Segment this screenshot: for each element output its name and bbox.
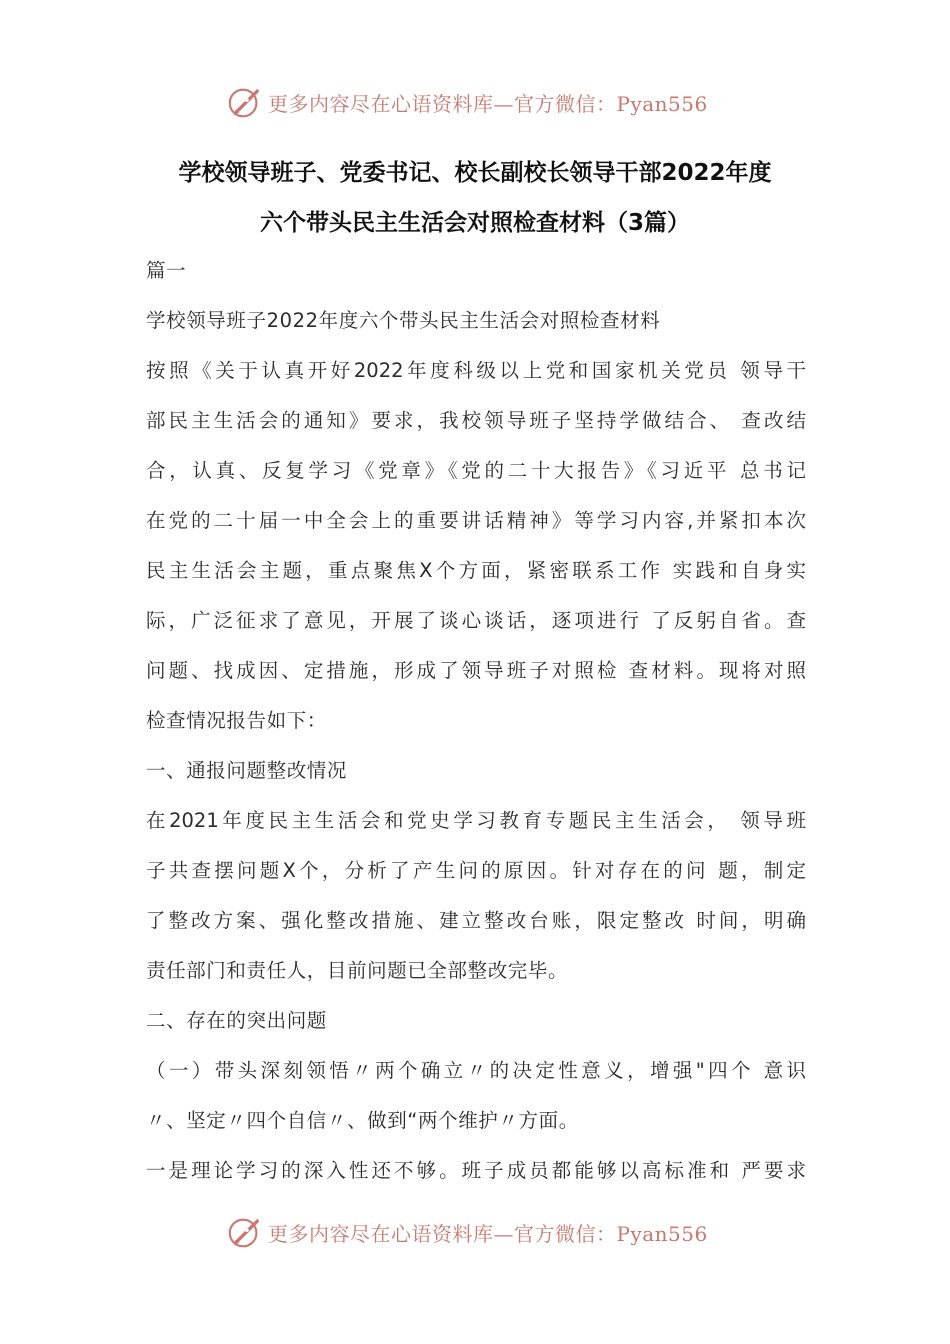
body-text-line: 按照《关于认真开好2022年度科级以上党和国家机关党员 领导干 — [146, 359, 806, 382]
watermark-text: 更多内容尽在心语资料库—官方微信：Pyan556 — [268, 91, 708, 116]
body-text-line: 学校领导班子2022年度六个带头民主生活会对照检查材料 — [146, 309, 661, 332]
body-text-line: 民主生活会主题，重点聚焦X个方面，紧密联系工作 实践和自身实 — [146, 559, 806, 582]
body-text-line: 二、存在的突出问题 — [146, 1009, 327, 1032]
body-text-line: 合，认真、反复学习《党章》《党的二十大报告》《习近平 总书记 — [146, 459, 806, 482]
body-text-line: 一是理论学习的深入性还不够。班子成员都能够以高标准和 严要求 — [146, 1159, 806, 1182]
body-text-line: 〃、坚定〃四个自信〃、做到“两个维护〃方面。 — [146, 1109, 579, 1132]
watermark-banner-top — [226, 82, 746, 122]
body-text-line: 一、通报问题整改情况 — [146, 759, 348, 782]
body-text-line: 在2021年度民主生活会和党史学习教育专题民主生活会， 领导班 — [146, 809, 806, 832]
body-text-line: 际，广泛征求了意见，开展了谈心谈话，逐项进行 了反躬自省。查 — [146, 609, 806, 632]
body-text-line: 问题、找成因、定措施，形成了领导班子对照检 查材料。现将对照 — [146, 659, 806, 682]
document-title-line-1: 学校领导班子、党委书记、校长副校长领导干部2022年度 — [178, 160, 772, 186]
body-text-line: 在党的二十届一中全会上的重要讲话精神》等学习内容,并紧扣本次 — [146, 509, 806, 532]
body-text-line: 检查情况报告如下： — [146, 709, 327, 732]
pen-nib-circle-icon — [226, 1213, 264, 1251]
document-body — [146, 246, 806, 1196]
body-text-line: （一）带头深刻领悟〃两个确立〃的决定性意义，增强"四个 意识 — [146, 1059, 806, 1082]
pen-nib-circle-icon — [226, 83, 264, 121]
body-text-line: 了整改方案、强化整改措施、建立整改台账，限定整改 时间，明确 — [146, 909, 806, 932]
body-text-line: 篇一 — [146, 259, 187, 282]
body-text-line: 责任部门和责任人，目前问题已全部整改完毕。 — [146, 959, 569, 982]
body-text-line: 部民主生活会的通知》要求，我校领导班子坚持学做结合、 查改结 — [146, 409, 806, 432]
watermark-text: 更多内容尽在心语资料库—官方微信：Pyan556 — [268, 1221, 708, 1246]
body-text-line: 子共查摆问题X个，分析了产生问的原因。针对存在的问 题，制定 — [146, 859, 806, 882]
watermark-banner-bottom — [226, 1212, 746, 1252]
document-title-line-2: 六个带头民主生活会对照检查材料（3篇） — [259, 210, 690, 236]
